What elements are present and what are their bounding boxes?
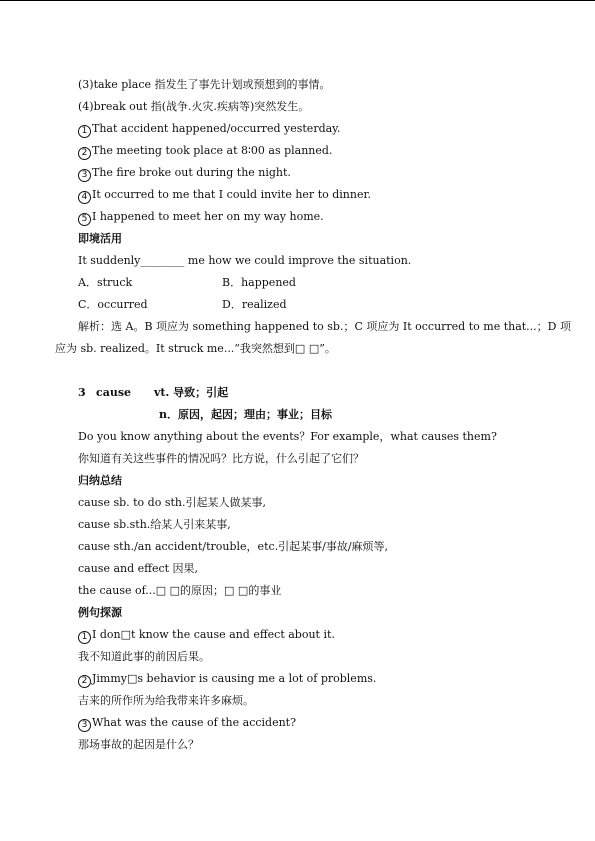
example-line xyxy=(78,672,376,688)
option-a: A．struck xyxy=(78,276,133,289)
example-line xyxy=(78,188,371,204)
example-line xyxy=(78,122,340,138)
example-line xyxy=(78,166,291,182)
example-chinese: 那场事故的起因是什么？ xyxy=(78,738,199,751)
summary-item: the cause of...□ □的原因；□ □的事业 xyxy=(78,584,282,597)
meaning-line-take-place: (3)take place 指发生了事先计划或预想到的事情。 xyxy=(78,78,331,91)
circled-number: 3 xyxy=(78,719,91,732)
top-rule xyxy=(0,0,595,1)
entry-number: 3 xyxy=(78,386,86,399)
summary-item: cause sb.sth.给某人引来某事, xyxy=(78,518,231,531)
example-english: What was the cause of the accident? xyxy=(92,716,296,729)
analysis-line-2: 应为 sb. realized。It struck me...“我突然想到□ □”。 xyxy=(55,342,336,355)
summary-item: cause sb. to do sth.引起某人做某事, xyxy=(78,496,266,509)
practice-question: It suddenly________ me how we could improve the situation. xyxy=(78,254,412,267)
option-d: D．realized xyxy=(222,298,287,311)
example-line xyxy=(78,210,324,226)
example-chinese: 我不知道此事的前因后果。 xyxy=(78,650,210,663)
entry-pos-verb: vt. 导致；引起 xyxy=(154,386,229,399)
intro-chinese: 你知道有关这些事件的情况吗？比方说，什么引起了它们？ xyxy=(78,452,364,465)
practice-heading: 即境活用 xyxy=(78,232,122,245)
example-line xyxy=(78,144,332,160)
example-line xyxy=(78,628,335,644)
circled-number: 3 xyxy=(78,169,91,182)
example-text: I happened to meet her on my way home. xyxy=(92,210,324,223)
summary-item: cause and effect 因果, xyxy=(78,562,199,575)
circled-number: 4 xyxy=(78,191,91,204)
example-line xyxy=(78,716,296,732)
intro-english: Do you know anything about the events？For example，what causes them? xyxy=(78,430,497,443)
circled-number: 1 xyxy=(78,125,91,138)
example-english: I don□t know the cause and effect about it. xyxy=(92,628,335,641)
analysis-line-1: 解析：选 A。B 项应为 something happened to sb.；C 项应为 It occurred to me that...；D 项 xyxy=(78,320,571,333)
meaning-line-break-out: (4)break out 指(战争.火灾.疾病等)突然发生。 xyxy=(78,100,310,113)
example-chinese: 吉来的所作所为给我带来许多麻烦。 xyxy=(78,694,254,707)
examples-heading: 例句探源 xyxy=(78,606,122,619)
example-text: The meeting took place at 8∶00 as planned. xyxy=(92,144,333,157)
entry-word: cause xyxy=(96,386,132,399)
circled-number: 5 xyxy=(78,213,91,226)
option-b: B．happened xyxy=(222,276,296,289)
entry-pos-noun: n．原因，起因；理由；事业；目标 xyxy=(159,408,332,421)
summary-heading: 归纳总结 xyxy=(78,474,122,487)
summary-item: cause sth./an accident/trouble，etc.引起某事/事故/麻烦等, xyxy=(78,540,389,553)
example-text: It occurred to me that I could invite her to dinner. xyxy=(92,188,372,201)
circled-number: 1 xyxy=(78,631,91,644)
example-text: The fire broke out during the night. xyxy=(92,166,291,179)
circled-number: 2 xyxy=(78,675,91,688)
circled-number: 2 xyxy=(78,147,91,160)
example-english: Jimmy□s behavior is causing me a lot of problems. xyxy=(92,672,377,685)
option-c: C．occurred xyxy=(78,298,148,311)
example-text: That accident happened/occurred yesterday. xyxy=(92,122,341,135)
